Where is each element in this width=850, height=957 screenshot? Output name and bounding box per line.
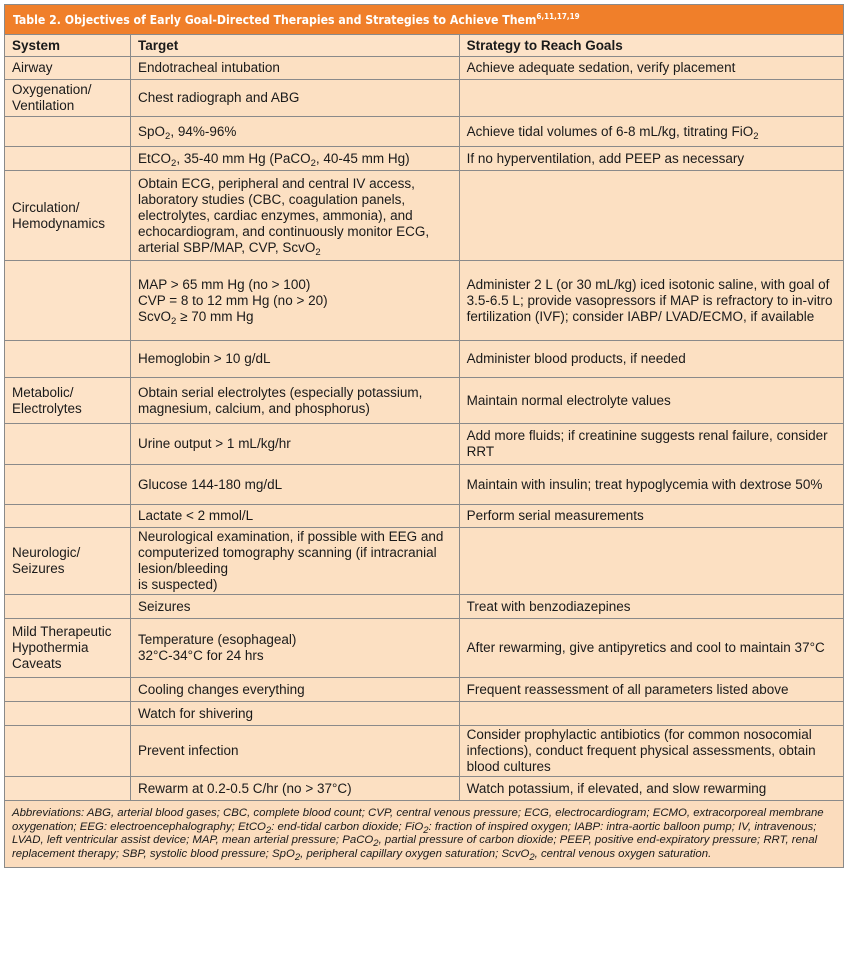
system-cell bbox=[5, 777, 131, 801]
strategy-cell: Maintain with insulin; treat hypoglycemia with dextrose 50% bbox=[459, 465, 843, 505]
target-cell: SpO$_2$, 94%-96% bbox=[131, 117, 460, 147]
system-cell: Neurologic/ Seizures bbox=[5, 528, 131, 595]
abbreviations-row bbox=[5, 801, 844, 868]
strategy-cell: Add more fluids; if creatinine suggests renal failure, consider RRT bbox=[459, 424, 843, 465]
table-row bbox=[5, 424, 844, 465]
table-row bbox=[5, 678, 844, 702]
target-cell: Urine output > 1 mL/kg/hr bbox=[131, 424, 460, 465]
system-cell: Oxygenation/ Ventilation bbox=[5, 80, 131, 117]
table-row bbox=[5, 465, 844, 505]
target-cell: Seizures bbox=[131, 595, 460, 619]
target-cell: Obtain serial electrolytes (especially potassium, magnesium, calcium, and phosphorus) bbox=[131, 378, 460, 424]
header-target: Target bbox=[131, 35, 460, 57]
header-row bbox=[5, 35, 844, 57]
strategy-cell: Achieve adequate sedation, verify placement bbox=[459, 57, 843, 80]
target-cell: EtCO$_2$, 35-40 mm Hg (PaCO$_2$, 40-45 mm Hg) bbox=[131, 147, 460, 171]
strategy-cell: Frequent reassessment of all parameters listed above bbox=[459, 678, 843, 702]
system-cell bbox=[5, 147, 131, 171]
strategy-cell: Treat with benzodiazepines bbox=[459, 595, 843, 619]
strategy-cell bbox=[459, 171, 843, 261]
abbreviations-note: Abbreviations: ABG, arterial blood gases; CBC, complete blood count; CVP, central venous pressure; ECG, electrocardiogram; ECMO, extracorporeal membrane oxygenation; EEG: electroencephalography; EtCO$_2$: end-tidal carbon dioxide; FiO$_2$: fraction of inspired oxygen; IABP: intra-aortic balloon pump; IV, intravenous; LVAD, left ventricular assist device; MAP, mean arterial pressure; PaCO$_2$, partial pressure of carbon dioxide; PEEP, positive end-expiratory pressure; RRT, renal replacement therapy; SBP, systolic blood pressure; SpO$_2$, peripheral capillary oxygen saturation; ScvO$_2$, central venous oxygen saturation. bbox=[5, 801, 844, 868]
system-cell bbox=[5, 261, 131, 341]
objectives-table bbox=[4, 34, 844, 868]
target-cell: Endotracheal intubation bbox=[131, 57, 460, 80]
table-row bbox=[5, 726, 844, 777]
system-cell bbox=[5, 424, 131, 465]
table-row bbox=[5, 117, 844, 147]
table-row bbox=[5, 341, 844, 378]
table-row bbox=[5, 505, 844, 528]
strategy-cell: If no hyperventilation, add PEEP as necessary bbox=[459, 147, 843, 171]
strategy-cell bbox=[459, 702, 843, 726]
strategy-cell: Achieve tidal volumes of 6-8 mL/kg, titrating FiO$_2$ bbox=[459, 117, 843, 147]
system-cell: Circulation/ Hemodynamics bbox=[5, 171, 131, 261]
target-cell: Prevent infection bbox=[131, 726, 460, 777]
table-row bbox=[5, 261, 844, 341]
system-cell bbox=[5, 678, 131, 702]
table-row bbox=[5, 619, 844, 678]
table-row bbox=[5, 777, 844, 801]
strategy-cell: Maintain normal electrolyte values bbox=[459, 378, 843, 424]
target-cell: Hemoglobin > 10 g/dL bbox=[131, 341, 460, 378]
table-row bbox=[5, 595, 844, 619]
target-cell: Cooling changes everything bbox=[131, 678, 460, 702]
strategy-cell: After rewarming, give antipyretics and cool to maintain 37°C bbox=[459, 619, 843, 678]
system-cell bbox=[5, 341, 131, 378]
table-row bbox=[5, 702, 844, 726]
table-row bbox=[5, 80, 844, 117]
system-cell bbox=[5, 465, 131, 505]
system-cell: Airway bbox=[5, 57, 131, 80]
system-cell: Metabolic/ Electrolytes bbox=[5, 378, 131, 424]
table-row bbox=[5, 528, 844, 595]
header-system: System bbox=[5, 35, 131, 57]
table-title-text: Table 2. Objectives of Early Goal-Directed Therapies and Strategies to Achieve Them bbox=[13, 13, 537, 27]
strategy-cell bbox=[459, 528, 843, 595]
target-cell: Neurological examination, if possible with EEG and computerized tomography scanning (if intracranial lesion/bleeding is suspected) bbox=[131, 528, 460, 595]
system-cell bbox=[5, 702, 131, 726]
strategy-cell: Consider prophylactic antibiotics (for common nosocomial infections), conduct frequent physical assessments, obtain blood cultures bbox=[459, 726, 843, 777]
table-row bbox=[5, 57, 844, 80]
table-row bbox=[5, 378, 844, 424]
target-cell: MAP > 65 mm Hg (no > 100) CVP = 8 to 12 mm Hg (no > 20) ScvO$_2$ ≥ 70 mm Hg bbox=[131, 261, 460, 341]
table-row bbox=[5, 147, 844, 171]
target-cell: Rewarm at 0.2-0.5 C/hr (no > 37°C) bbox=[131, 777, 460, 801]
header-strategy: Strategy to Reach Goals bbox=[459, 35, 843, 57]
system-cell bbox=[5, 595, 131, 619]
table-body bbox=[5, 57, 844, 801]
table-row bbox=[5, 171, 844, 261]
strategy-cell bbox=[459, 80, 843, 117]
strategy-cell: Administer blood products, if needed bbox=[459, 341, 843, 378]
table-title bbox=[4, 4, 844, 34]
table-container bbox=[4, 4, 844, 868]
strategy-cell: Administer 2 L (or 30 mL/kg) iced isotonic saline, with goal of 3.5-6.5 L; provide vasopressors if MAP is refractory to in-vitro fertilization (IVF); consider IABP/ LVAD/ECMO, if available bbox=[459, 261, 843, 341]
target-cell: Glucose 144-180 mg/dL bbox=[131, 465, 460, 505]
strategy-cell: Perform serial measurements bbox=[459, 505, 843, 528]
target-cell: Lactate < 2 mmol/L bbox=[131, 505, 460, 528]
target-cell: Temperature (esophageal) 32°C-34°C for 24 hrs bbox=[131, 619, 460, 678]
title-references: 6,11,17,19 bbox=[536, 11, 580, 21]
target-cell: Chest radiograph and ABG bbox=[131, 80, 460, 117]
system-cell bbox=[5, 505, 131, 528]
system-cell bbox=[5, 117, 131, 147]
target-cell: Obtain ECG, peripheral and central IV access, laboratory studies (CBC, coagulation panels, electrolytes, cardiac enzymes, ammonia), and echocardiogram, and continuously monitor ECG, arterial SBP/MAP, CVP, ScvO$_2$ bbox=[131, 171, 460, 261]
system-cell bbox=[5, 726, 131, 777]
strategy-cell: Watch potassium, if elevated, and slow rewarming bbox=[459, 777, 843, 801]
target-cell: Watch for shivering bbox=[131, 702, 460, 726]
system-cell: Mild Therapeutic Hypothermia Caveats bbox=[5, 619, 131, 678]
